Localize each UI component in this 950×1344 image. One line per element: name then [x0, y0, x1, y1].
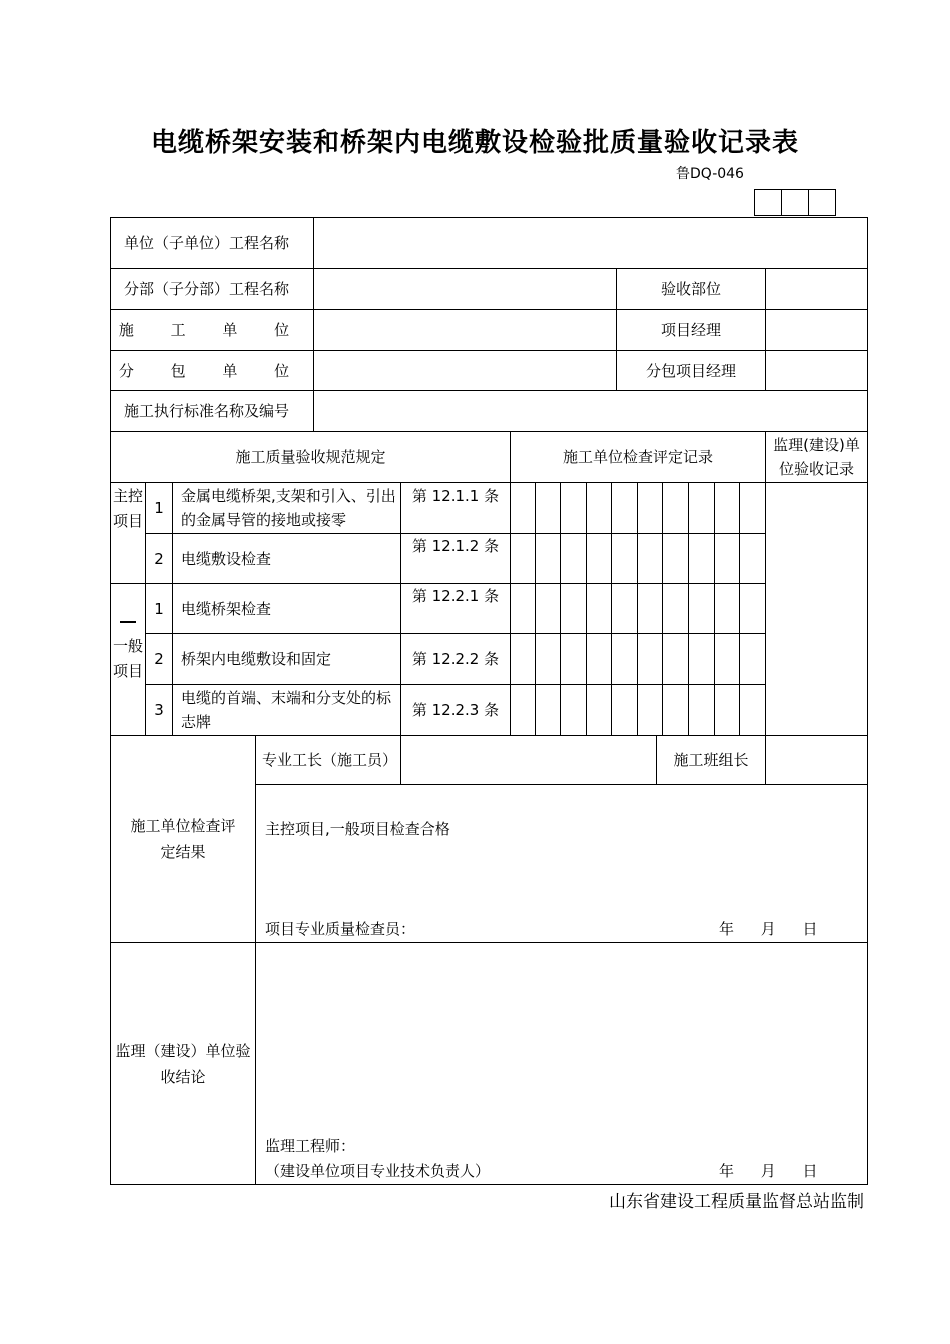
- general-label: [111, 609, 145, 634]
- general-label-dash: [120, 621, 136, 623]
- construction-unit-label: [111, 310, 313, 350]
- form-code: 鲁DQ-046: [676, 166, 744, 182]
- quality-inspector-label: 项目专业质量检查员：: [265, 920, 416, 938]
- general-item-2-clause: 第 12.2.2 条: [411, 650, 500, 668]
- subcontract-manager-label: 分包项目经理: [645, 361, 736, 380]
- general-item-1-no: 1: [154, 599, 164, 618]
- record-column-header: 施工单位检查评定记录: [562, 448, 713, 466]
- code-box[interactable]: [781, 189, 809, 216]
- main-item-2-name: 电缆敷设检查: [181, 549, 272, 568]
- acceptance-part-label: 验收部位: [660, 280, 721, 298]
- construction-result-date: 年 月 日: [719, 920, 818, 938]
- form-title: 电缆桥架安装和桥架内电缆敷设检验批质量验收记录表: [150, 128, 799, 158]
- construction-result-label: 施工单位检查评定结果: [130, 817, 236, 861]
- unit-project-name-label: 单位（子单位）工程名称: [124, 234, 290, 252]
- sub-project-name-label: 分部（子分部）工程名称: [124, 280, 290, 298]
- main-control-label: 主控项目: [112, 487, 143, 530]
- foreman-label: 专业工长（施工员）: [262, 750, 398, 769]
- project-manager-label: 项目经理: [660, 321, 721, 339]
- main-item-2-clause: 第 12.1.2 条: [411, 537, 500, 555]
- general-item-3-no: 3: [154, 701, 164, 719]
- construction-result-text: 主控项目,一般项目检查合格: [265, 820, 450, 838]
- main-item-1-clause: 第 12.1.1 条: [411, 487, 500, 505]
- general-item-2-no: 2: [154, 650, 164, 668]
- main-item-1-name: 金属电缆桥架,支架和引入、引出的金属导管的接地或接零: [181, 487, 396, 529]
- general-item-2-name: 桥架内电缆敷设和固定: [181, 650, 332, 668]
- supervision-engineer-label: 监理工程师：: [265, 1137, 356, 1155]
- main-item-1-no: 1: [154, 499, 164, 517]
- supervision-result-date: 年 月 日: [719, 1162, 818, 1180]
- general-item-3-clause: 第 12.2.3 条: [411, 701, 500, 719]
- supervision-engineer-note: （建设单位项目专业技术负责人）: [265, 1162, 491, 1180]
- code-boxes: [755, 189, 836, 216]
- general-item-3-name: 电缆的首端、末端和分支处的标志牌: [181, 689, 392, 731]
- code-box[interactable]: [808, 189, 836, 216]
- construction-unit-text: 施 工 单 位: [118, 321, 306, 339]
- spec-column-header: 施工质量验收规范规定: [235, 448, 386, 466]
- code-box[interactable]: [754, 189, 782, 216]
- subcontract-unit-label: [111, 351, 313, 390]
- main-item-2-no: 2: [154, 549, 164, 568]
- subcontract-unit-text: 分 包 单 位: [118, 361, 306, 380]
- team-leader-label: 施工班组长: [673, 751, 749, 769]
- supervision-result-label: 监理（建设）单位验收结论: [115, 1042, 251, 1086]
- general-label-text: 一般项目: [112, 637, 143, 680]
- general-item-1-clause: 第 12.2.1 条: [411, 587, 500, 605]
- general-item-1-name: 电缆桥架检查: [181, 599, 272, 618]
- supervision-column-header: 监理(建设)单位验收记录: [773, 436, 860, 478]
- standard-name-label: 施工执行标准名称及编号: [124, 402, 290, 420]
- footer-issuer: 山东省建设工程质量监督总站监制: [609, 1192, 864, 1212]
